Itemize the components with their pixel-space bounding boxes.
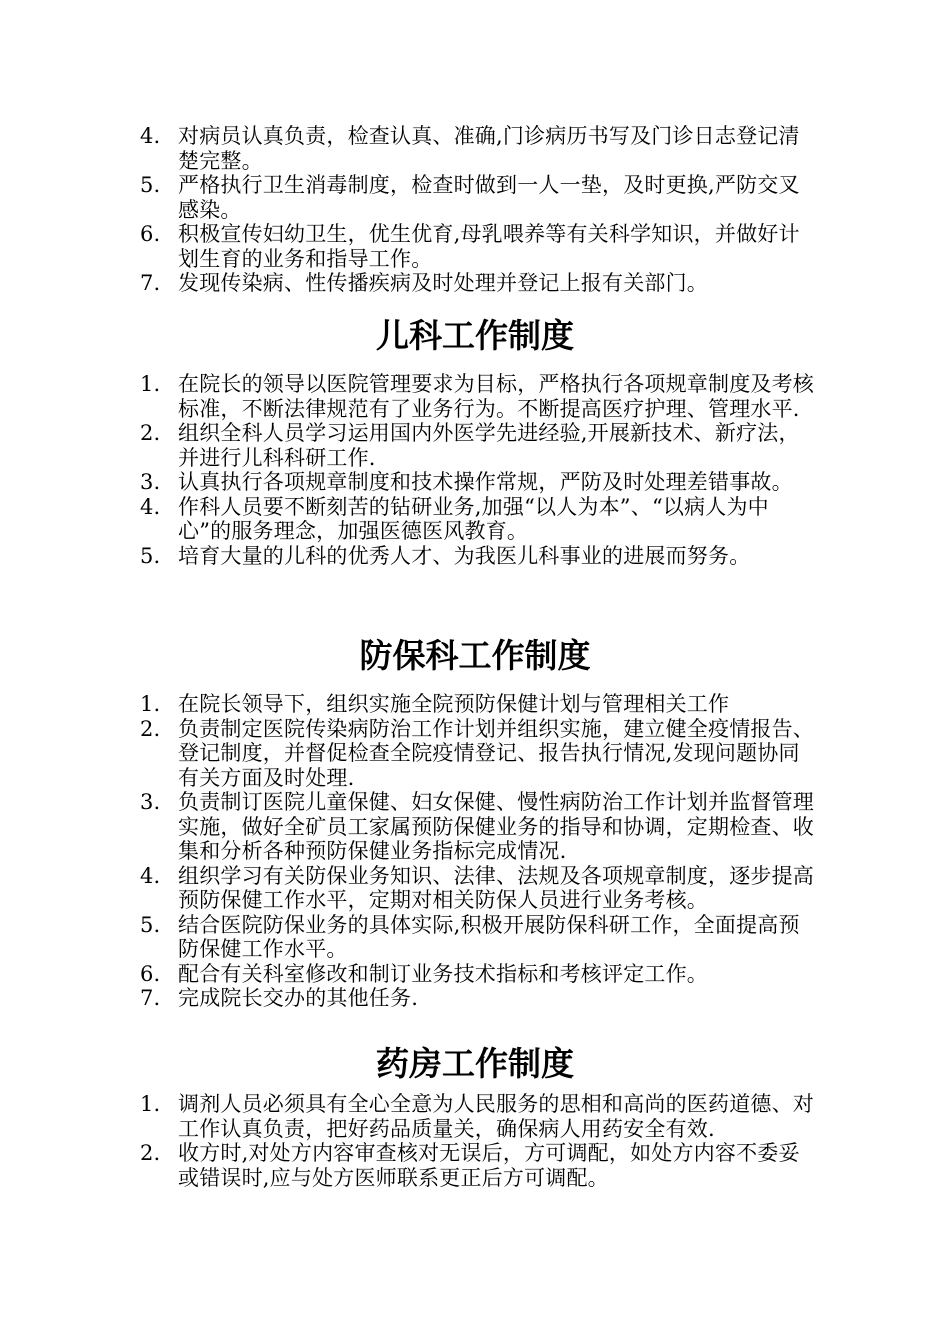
list-item [140, 1092, 820, 1141]
prevention-list [140, 692, 820, 1011]
list-item [140, 372, 820, 421]
item-text: 发现传染病、性传播疾病及时处理并登记上报有关部门。 [178, 271, 708, 295]
section-title-pediatrics: 儿科工作制度 [376, 316, 574, 355]
item-number: 3. [140, 790, 161, 814]
list-item [140, 864, 820, 913]
item-text: 结合医院防保业务的具体实际,积极开展防保科研工作，全面提高预防保健工作水平。 [178, 912, 800, 961]
list-item [140, 913, 820, 962]
item-text: 作科人员要不断刻苦的钻研业务,加强“以人为本”、“以病人为中心”的服务理念，加强医德医风教育。 [178, 494, 769, 543]
list-item [140, 544, 820, 569]
item-text: 认真执行各项规章制度和技术操作常规，严防及时处理差错事故。 [178, 470, 793, 494]
list-item [140, 986, 820, 1011]
item-text: 负责制定医院传染病防治工作计划并组织实施，建立健全疫情报告、登记制度，并督促检查全院疫情登记、报告执行情况,发现问题协同有关方面及时处理. [178, 716, 814, 790]
item-number: 6. [140, 222, 161, 246]
item-number: 4. [140, 863, 161, 888]
list-item [140, 271, 820, 296]
item-number: 1. [140, 1092, 161, 1116]
item-number: 2. [140, 421, 161, 445]
item-text: 完成院长交办的其他任务. [178, 986, 419, 1010]
list-item [140, 717, 820, 791]
item-number: 5. [140, 543, 161, 568]
item-text: 严格执行卫生消毒制度，检查时做到一人一垫，及时更换,严防交叉感染。 [178, 173, 800, 222]
item-text: 对病员认真负责，检查认真、准确,门诊病历书写及门诊日志登记清楚完整。 [178, 124, 800, 173]
item-number: 7. [140, 986, 161, 1010]
item-number: 1. [140, 692, 161, 716]
item-text: 在院长领导下，组织实施全院预防保健计划与管理相关工作 [178, 692, 730, 716]
item-number: 5. [140, 173, 161, 197]
item-text: 配合有关科室修改和制订业务技术指标和考核评定工作。 [178, 961, 708, 986]
list-item [140, 495, 820, 544]
item-text: 组织学习有关防保业务知识、法律、法规及各项规章制度，逐步提高预防保健工作水平，定期对相关防保人员进行业务考核。 [178, 863, 814, 912]
list-item [140, 470, 820, 495]
item-number: 6. [140, 961, 161, 986]
list-item [140, 173, 820, 222]
item-text: 积极宣传妇幼卫生，优生优育,母乳喂养等有关科学知识，并做好计划生育的业务和指导工作。 [178, 222, 800, 271]
list-item [140, 1141, 820, 1190]
list-item [140, 790, 820, 864]
list-item [140, 124, 820, 173]
item-number: 7. [140, 271, 161, 295]
list-item [140, 692, 820, 717]
item-text: 培育大量的儿科的优秀人才、为我医儿科事业的进展而努务。 [178, 543, 751, 568]
item-number: 2. [140, 1141, 161, 1165]
list-item [140, 421, 820, 470]
list-item [140, 962, 820, 987]
item-number: 4. [140, 124, 161, 148]
section-title-prevention: 防保科工作制度 [359, 636, 591, 675]
item-text: 调剂人员必须具有全心全意为人民服务的思相和高尚的医药道德、对工作认真负责，把好药品质量关，确保病人用药安全有效. [178, 1092, 814, 1141]
item-text: 组织全科人员学习运用国内外医学先进经验,开展新技术、新疗法，并进行儿科科研工作. [178, 421, 800, 470]
item-text: 收方时,对处方内容审查核对无误后，方可调配，如处方内容不委妥或错误时,应与处方医师联系更正后方可调配。 [178, 1141, 800, 1190]
item-number: 1. [140, 372, 161, 396]
item-number: 3. [140, 470, 161, 494]
pediatrics-list [140, 372, 820, 568]
item-number: 4. [140, 494, 161, 519]
list-item [140, 222, 820, 271]
section-title-pharmacy: 药房工作制度 [376, 1044, 574, 1083]
item-text: 负责制订医院儿童保健、妇女保健、慢性病防治工作计划并监督管理实施，做好全矿员工家属预防保健业务的指导和协调，定期检查、收集和分析各种预防保健业务指标完成情况. [178, 790, 814, 863]
item-number: 2. [140, 716, 161, 741]
item-number: 5. [140, 912, 161, 937]
pharmacy-list [140, 1092, 820, 1190]
intro-list [140, 124, 820, 296]
item-text: 在院长的领导以医院管理要求为目标，严格执行各项规章制度及考核标准，不断法律规范有了业务行为。不断提高医疗护理、管理水平. [178, 372, 814, 421]
